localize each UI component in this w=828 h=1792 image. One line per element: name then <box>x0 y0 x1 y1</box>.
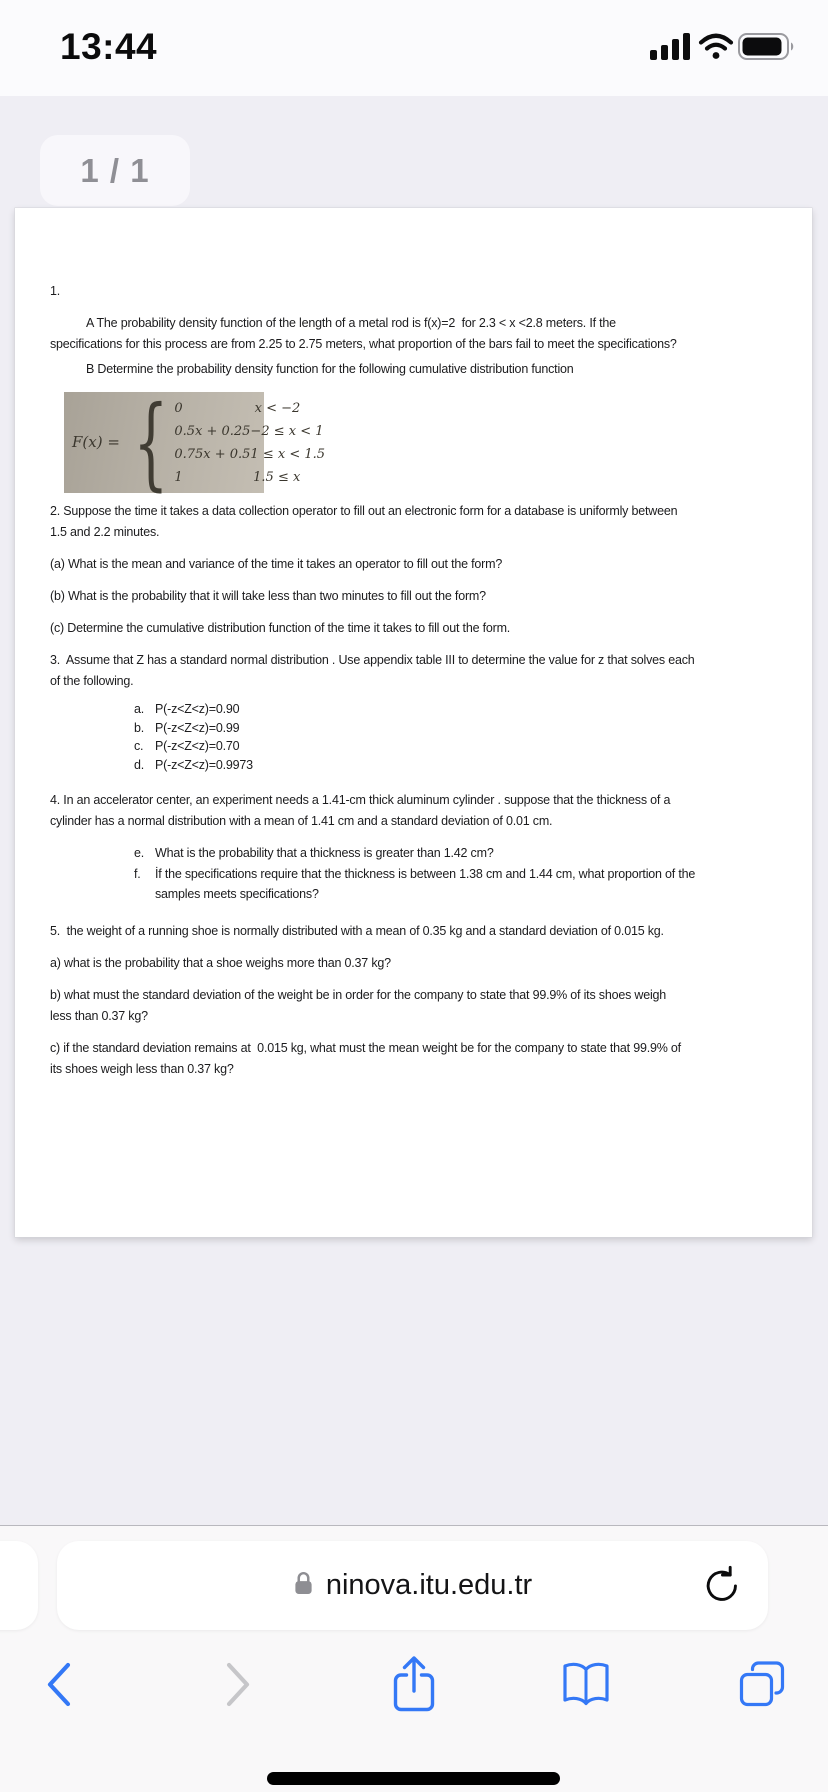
tabs-icon[interactable] <box>722 1652 802 1716</box>
clock: 13:44 <box>60 26 158 67</box>
q2-line2: 1.5 and 2.2 minutes. <box>50 525 160 539</box>
q2-line1: 2. Suppose the time it takes a data collection operator to fill out an electronic form for a database is uniformly between <box>50 504 678 518</box>
forward-button[interactable] <box>198 1652 278 1716</box>
share-icon[interactable] <box>374 1652 454 1716</box>
formula-row <box>174 420 324 443</box>
q2-part-c: (c) Determine the cumulative distribution function of the time it takes to fill out the form. <box>50 621 511 635</box>
q4-item-list <box>134 843 777 905</box>
page-indicator-pill <box>40 135 190 206</box>
q5-part-a: a) what is the probability that a shoe weighs more than 0.37 kg? <box>50 955 391 970</box>
item-label: f. <box>134 866 141 881</box>
q5-part-b-line2: less than 0.37 kg? <box>50 1008 148 1023</box>
address-bar[interactable] <box>57 1541 768 1630</box>
adjacent-tab-card[interactable] <box>0 1541 38 1630</box>
q5-line1: 5. the weight of a running shoe is normally distributed with a mean of 0.35 kg and a standard deviation of 0.015 kg. <box>50 923 664 938</box>
q1-part-a-line1: A The probability density function of the length of a metal rod is f(x)=2 for 2.3 < x <2.8 meters. If the <box>86 316 616 330</box>
item-label-spacer <box>134 884 155 905</box>
formula-value: 0.75x + 0.5 <box>174 446 251 462</box>
formula-value: 1 <box>174 469 183 485</box>
formula-lhs: F(x) = <box>72 433 125 451</box>
safari-bottom-chrome <box>0 1526 828 1792</box>
cdf-formula-image: F(x) = { 0 x < −2 0.5x + 0.25 −2 ≤ x < 1 0.75x + 0.5 1 ≤ x < 1.5 1 1.5 ≤ x <box>64 392 264 493</box>
page-indicator-label: 1 / 1 <box>80 151 150 189</box>
formula-rows <box>174 397 326 489</box>
item-text: What is the probability that a thickness is greater than 1.42 cm? <box>155 846 494 860</box>
item-text: P(-z<Z<z)=0.90 <box>155 702 240 716</box>
item-label: d. <box>134 757 145 772</box>
item-label: c. <box>134 739 144 753</box>
formula-condition: 1 ≤ x < 1.5 <box>250 446 326 462</box>
safari-toolbar <box>0 1652 828 1716</box>
item-label: a. <box>134 702 145 716</box>
formula-row <box>174 443 326 466</box>
formula-row <box>174 397 300 420</box>
url-text: ninova.itu.edu.tr <box>325 1569 533 1601</box>
item-text: İf the specifications require that the thickness is between 1.38 cm and 1.44 cm, what proportion of the <box>155 866 696 881</box>
bookmarks-icon[interactable] <box>546 1652 626 1716</box>
formula-row <box>174 466 300 489</box>
q1-part-a-line2: specifications for this process are from 2.25 to 2.75 meters, what proportion of the bars fail to meet the specifications? <box>50 337 677 351</box>
pdf-page[interactable] <box>15 208 812 1237</box>
q3-item-a <box>134 700 777 719</box>
q3-line2: of the following. <box>50 674 134 688</box>
q4-line1: 4. In an accelerator center, an experiment needs a 1.41-cm thick aluminum cylinder . suppose that the thickness of a <box>50 793 671 807</box>
q3-line1: 3. Assume that Z has a standard normal distribution . Use appendix table III to determine the value for z that solves each <box>50 653 695 667</box>
q2-part-b: (b) What is the probability that it will take less than two minutes to fill out the form? <box>50 589 486 603</box>
refresh-button[interactable] <box>700 1563 744 1607</box>
formula-value: 0 <box>174 400 183 416</box>
item-text: P(-z<Z<z)=0.9973 <box>155 757 253 772</box>
formula-condition: x < −2 <box>254 400 301 416</box>
lock-icon <box>293 1570 314 1602</box>
q3-item-b <box>134 719 777 738</box>
status-bar <box>0 0 828 96</box>
q5-part-c-line2: its shoes weigh less than 0.37 kg? <box>50 1061 234 1076</box>
url-wrap <box>293 1569 532 1602</box>
q3-item-c <box>134 737 777 756</box>
item-text: samples meets specifications? <box>155 887 319 901</box>
q1-number: 1. <box>50 284 61 298</box>
q5-part-b-line1: b) what must the standard deviation of the weight be in order for the company to state that 99.9% of its shoes weigh <box>50 987 667 1002</box>
item-text: P(-z<Z<z)=0.70 <box>155 739 240 753</box>
q4-item-f-line2 <box>134 884 777 905</box>
formula-value: 0.5x + 0.25 <box>174 423 251 439</box>
back-button[interactable] <box>18 1652 98 1716</box>
cellular-signal-icon <box>650 33 692 65</box>
document-content <box>50 281 777 1080</box>
q4-line2: cylinder has a normal distribution with a mean of 1.41 cm and a standard deviation of 0.01 cm. <box>50 814 553 828</box>
wifi-icon <box>698 33 734 65</box>
item-label: e. <box>134 846 145 860</box>
q3-item-list <box>134 700 777 774</box>
battery-icon <box>738 33 795 65</box>
q3-item-d <box>134 756 777 775</box>
formula-condition: 1.5 ≤ x <box>253 469 301 485</box>
q2-part-a: (a) What is the mean and variance of the time it takes an operator to fill out the form? <box>50 557 503 571</box>
home-indicator[interactable] <box>267 1772 560 1785</box>
q4-item-f <box>134 864 777 885</box>
q4-item-e <box>134 843 777 864</box>
q5-part-c-line1: c) if the standard deviation remains at 0.015 kg, what must the mean weight be for the company to state that 99.9% of <box>50 1040 681 1055</box>
item-text: P(-z<Z<z)=0.99 <box>155 720 240 735</box>
formula-condition: −2 ≤ x < 1 <box>250 423 324 439</box>
q1-part-b: B Determine the probability density function for the following cumulative distribution function <box>86 362 574 376</box>
item-label: b. <box>134 720 145 735</box>
